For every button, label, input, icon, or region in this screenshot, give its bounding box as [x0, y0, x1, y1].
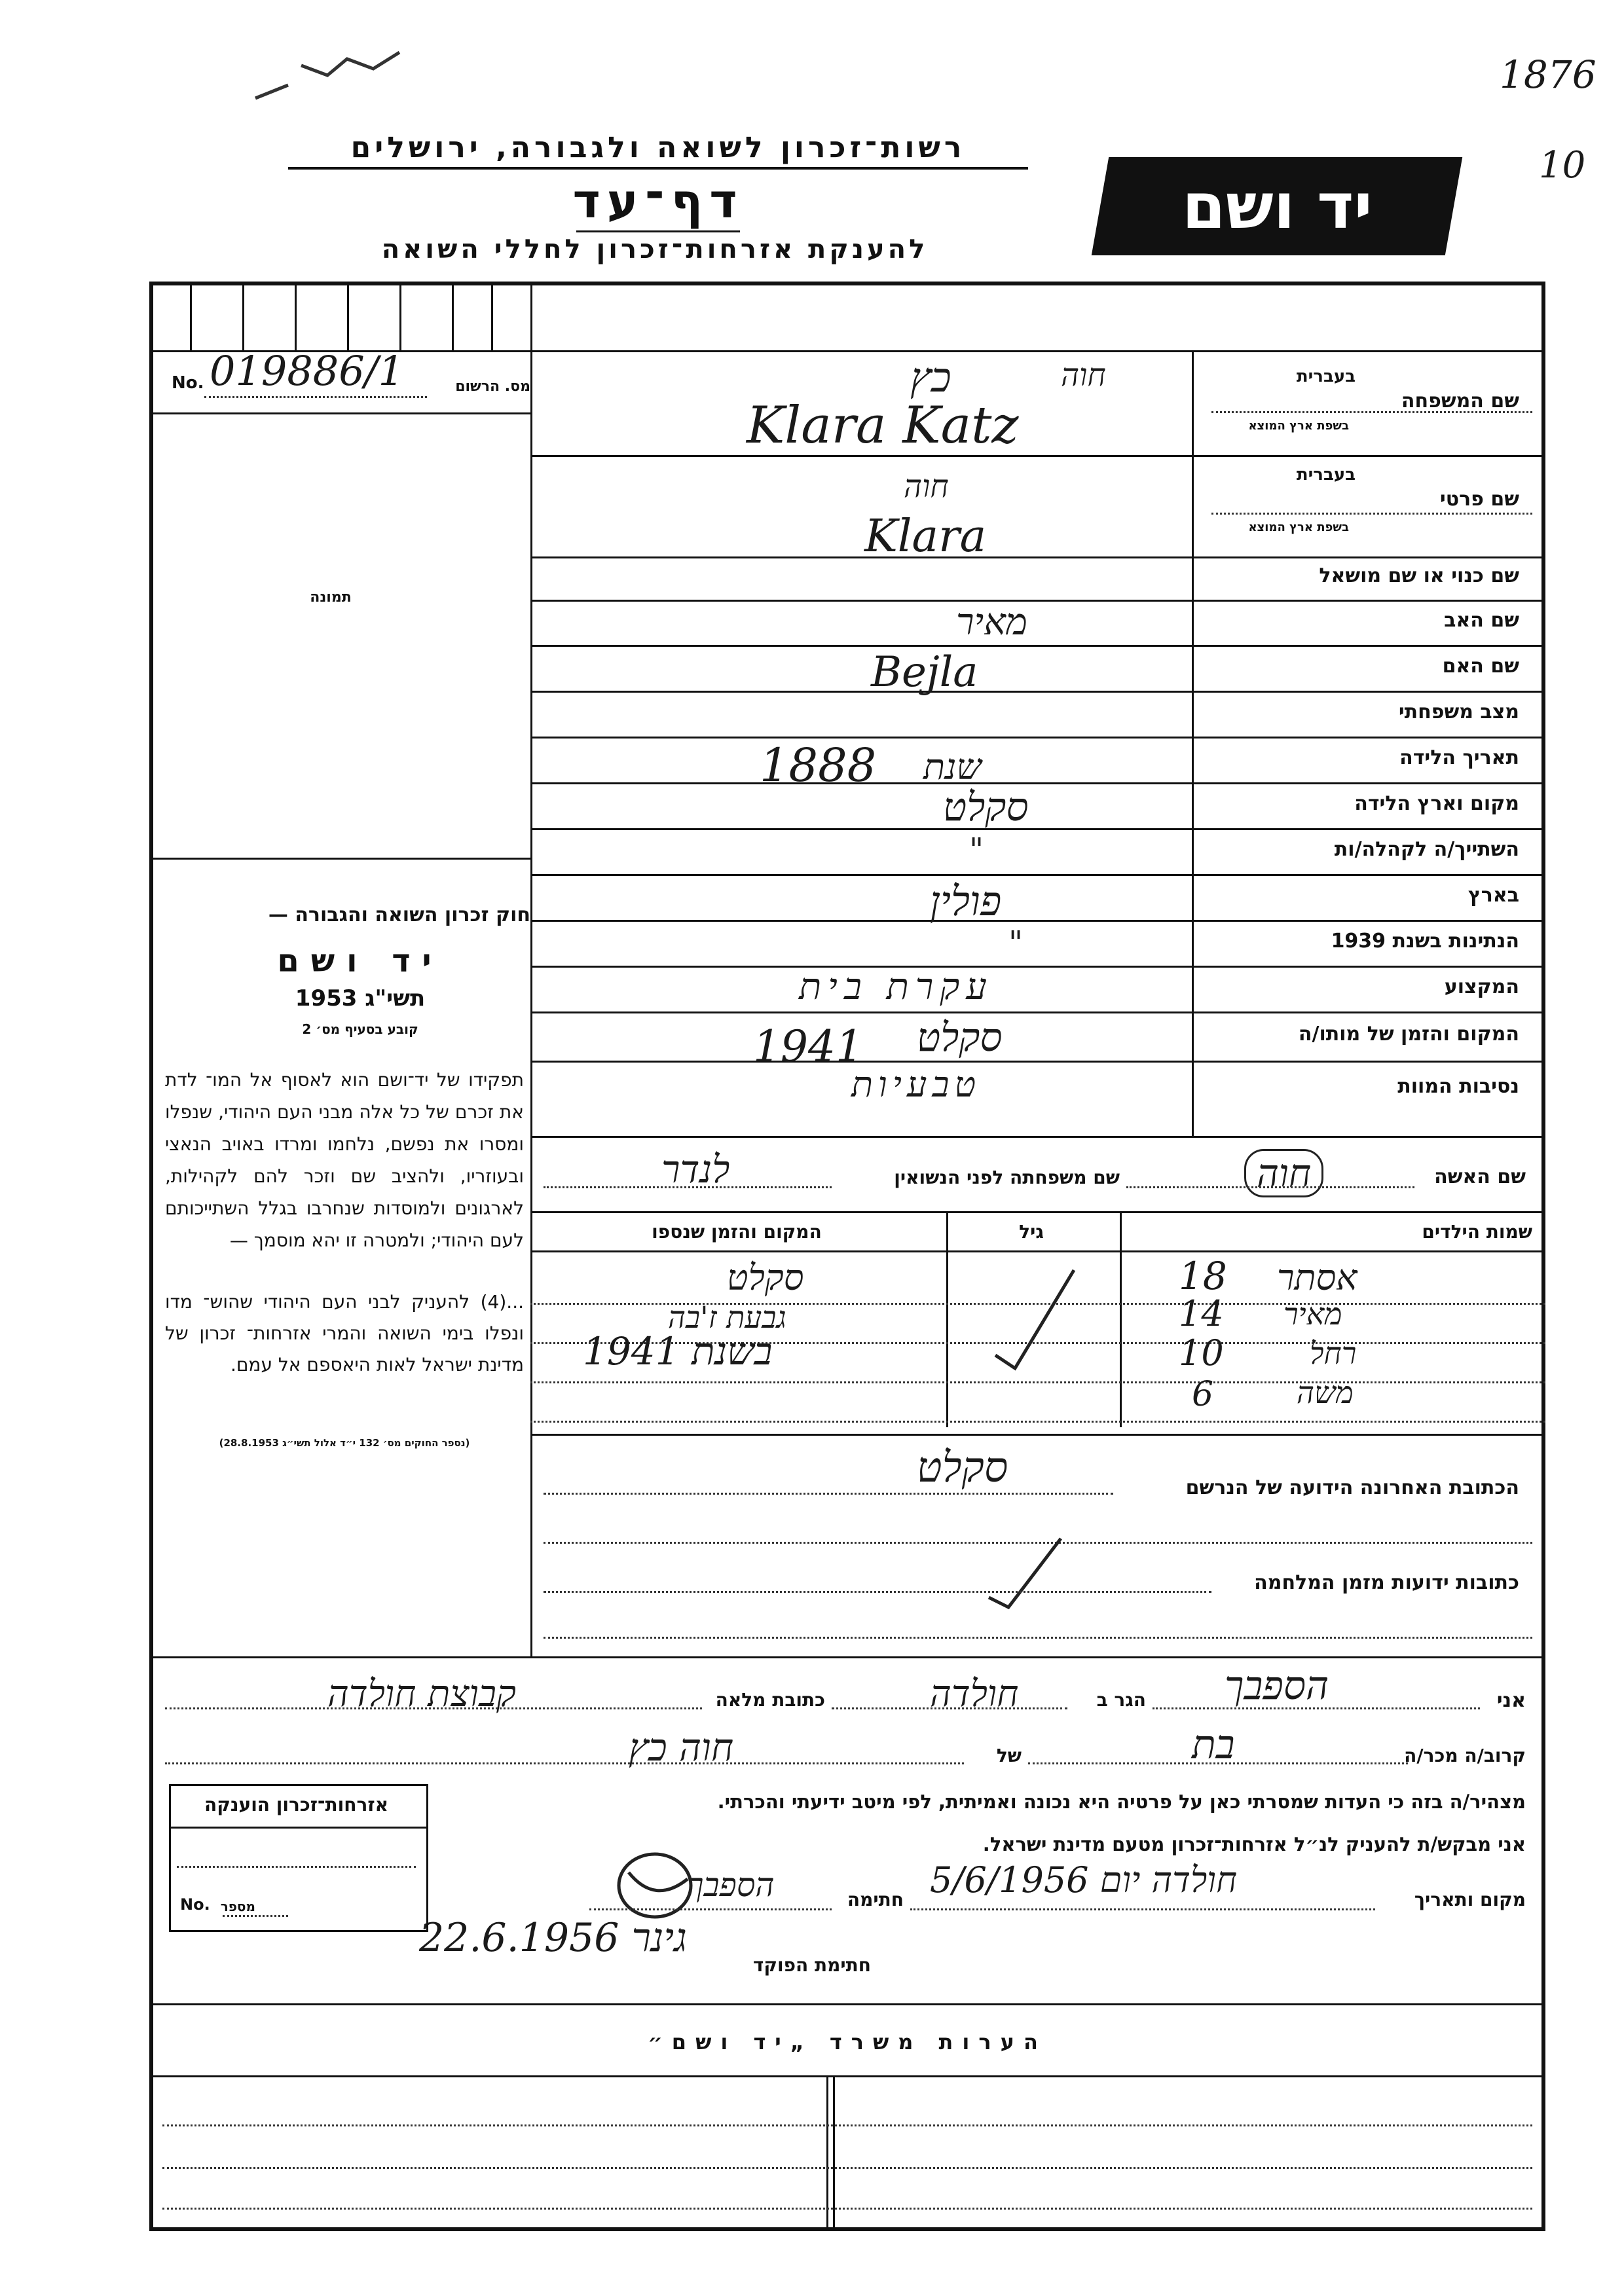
mother-name-label: שם האם [1442, 655, 1519, 678]
title-underline [576, 230, 740, 232]
mother-name-value: Bejla [871, 648, 978, 697]
family-name-prefix-value: חוה [1061, 357, 1106, 393]
children-col-div [1120, 1211, 1122, 1427]
row-line [530, 556, 1545, 558]
registry-number: 019886/1 [210, 347, 405, 395]
notes-dot-line [162, 2167, 1532, 2169]
address-line [544, 1493, 1113, 1495]
wife-name-label: שם האשה [1434, 1165, 1526, 1188]
country-value: פולין [930, 877, 1002, 925]
form-subtitle: להענקת אזרחות־זכרון לחללי השואה [381, 234, 929, 264]
top-cell-div [190, 282, 192, 350]
registry-line [204, 396, 427, 398]
last-address-value: סקלט [917, 1444, 1008, 1492]
family-name-label: שם המשפחה [1401, 390, 1519, 412]
lives-in-value: חולדה [930, 1673, 1019, 1715]
address-line [544, 1591, 1211, 1593]
child-name-2: מאיר [1283, 1296, 1342, 1332]
notes-line [149, 2075, 1545, 2077]
profession-label: המקצוע [1444, 975, 1519, 998]
top-cell-div [295, 282, 297, 350]
declaration-top-line [149, 1656, 1545, 1658]
child-place-3: בשנת 1941 [583, 1329, 773, 1374]
officer-signature-label: חתימת הפוקד [752, 1954, 871, 1976]
birth-year-value: 1888 [760, 738, 877, 792]
community-value: " [969, 831, 984, 868]
of-value: חוה כץ [629, 1725, 734, 1770]
row-line [530, 1211, 1545, 1213]
father-name-value: מאיר [956, 601, 1027, 644]
decl-line [1153, 1707, 1480, 1709]
signature-label: חתימה [847, 1889, 904, 1910]
row-line [530, 920, 1545, 922]
child-place-1: סקלט [727, 1257, 804, 1298]
marital-status-label: מצב משפחתי [1398, 701, 1519, 723]
children-row-line [530, 1381, 1545, 1383]
maiden-line [544, 1186, 832, 1188]
declarant-label: אני [1496, 1689, 1526, 1712]
decl-line [1028, 1762, 1408, 1764]
birth-place-label: מקום וארץ הלידה [1354, 792, 1519, 815]
pen-scribble-mark [249, 39, 419, 111]
row-line [530, 782, 1545, 784]
given-name-hebrew-value: חוה [904, 468, 949, 505]
top-cell-div [399, 282, 401, 350]
registry-no-label: No. [172, 373, 204, 393]
death-place-time-label: המקום והזמן של מותו/ה [1298, 1023, 1519, 1046]
country-label: בארץ [1467, 884, 1519, 907]
law-name: יד ושם [277, 943, 443, 979]
declaration-statement: מצהיר/ה בזה כי העדות שמסרתי כאן על פרטיה היא נכונה ואמיתית, לפי מיטב ידיעתי והכרתי. [717, 1791, 1526, 1813]
law-year: תשי"ג 1953 [295, 985, 426, 1011]
child-age-1: 18 [1179, 1254, 1227, 1298]
law-footnote: (נספר החוקים מס׳ 132 י״ד אלול תשי״ג 28.8.1953) [219, 1437, 470, 1449]
address-line [544, 1637, 1532, 1639]
given-name-latin-value: Klara [864, 511, 987, 562]
row-line [530, 1136, 1545, 1138]
death-place-value: סקלט [917, 1015, 1003, 1061]
notes-top-line [149, 2003, 1545, 2005]
relative-label: קרוב/ה מכר/ה [1404, 1745, 1526, 1766]
left-panel-divider [530, 282, 532, 1656]
decl-line [165, 1762, 964, 1764]
place-date-value: חולדה יום 5/6/1956 [930, 1859, 1238, 1901]
community-label: השתייך/ה לקהלה/ות [1334, 838, 1519, 861]
given-name-origin-sub: בשפת ארץ המוצא [1248, 520, 1349, 534]
death-circumstances-label: נסיבות המוות [1397, 1075, 1519, 1098]
citizenship-granted-title: אזרחות־זכרון הוענקה [204, 1794, 388, 1815]
office-notes-title: הערות משרד „יד ושם״ [648, 2030, 1047, 2054]
birth-date-label: תאריך הלידה [1399, 746, 1519, 769]
profession-value: עקרת בית [799, 966, 993, 1008]
family-name-origin-sub: בשפת ארץ המוצא [1248, 419, 1349, 433]
family-name-hebrew-value: כץ [910, 354, 951, 401]
law-paragraph-2: ...(4) להעניק לבני העם היהודי שהוש־ מדו ונפלו בימי השואה והמרי אזרחות־ זכרון של מדינת ישראל לאות היאספם אל עמם. [165, 1291, 524, 1376]
citizenship-he-no-label: מספר [220, 1899, 255, 1914]
top-cell-div [347, 282, 349, 350]
row-line [530, 600, 1545, 602]
declarant-signature: הספבך [688, 1866, 775, 1904]
child-name-3: רחל [1310, 1336, 1357, 1371]
row-line [530, 455, 1545, 457]
death-year-value: 1941 [753, 1021, 863, 1072]
law-title: חוק זכרון השואה והגבורה — [268, 903, 530, 926]
row-line [530, 828, 1545, 830]
box-dot-line [223, 1915, 288, 1917]
maiden-name-label: שם משפחתה לפני הנשואין [894, 1167, 1120, 1188]
row-line [530, 645, 1545, 647]
declarant-value: הספבך [1225, 1663, 1329, 1709]
alias-label: שם כנוי או שם מושאל [1319, 564, 1519, 587]
signature-loop [609, 1846, 707, 1925]
yad-vashem-logo [1092, 157, 1462, 255]
place-date-label: מקום ותאריך [1414, 1889, 1526, 1910]
children-col-div [946, 1211, 948, 1427]
child-age-4: 6 [1192, 1375, 1214, 1414]
law-paragraph-1: תפקידו של יד־ושם הוא לאסוף אל המו־ לדת את זכרם של כל אלה מבני העם היהודי, שנפלו ומסרו את נפשם, נלחמו ומרדו באויב הנאצי ובעוזריו, ולהציב שם וזכר להם לקהילות, לארגונים ולמוסדות שנחרבו בגלל השתייכותם לעם היהודי; ולמטרה זו יהא מוסמך — [165, 1069, 524, 1251]
row-line [530, 966, 1545, 968]
notes-dot-line [162, 2208, 1532, 2210]
father-name-label: שם האב [1444, 609, 1519, 632]
photo-bottom-line [149, 858, 530, 860]
decl-line [165, 1707, 702, 1709]
label-column-divider [1192, 350, 1194, 1136]
full-address-value: קבוצת חולדה [327, 1673, 516, 1715]
archive-note: 10 [1539, 144, 1586, 187]
family-name-latin-value: Klara Katz [747, 396, 1019, 455]
wife-line [1126, 1186, 1414, 1188]
child-age-2: 14 [1179, 1293, 1224, 1334]
row-line [530, 874, 1545, 876]
children-age-strike [969, 1257, 1100, 1381]
children-place-header: המקום והזמן שנספו [652, 1221, 822, 1243]
war-address-strike [969, 1532, 1074, 1617]
law-clause: קובע בסעיף מס׳ 2 [302, 1021, 418, 1037]
full-address-label: כתובת מלאה [715, 1689, 825, 1711]
birth-year-word: שנת [923, 746, 982, 788]
citizenship-request: אני מבקש/ת להעניק לנ״ל אזרחות־זכרון מטעם מדינת ישראל. [982, 1833, 1526, 1855]
top-cell-div [491, 282, 493, 350]
logo-text: יד ושם [1181, 170, 1373, 243]
decl-line [910, 1908, 1375, 1910]
authority-name: רשות־זכרון לשואה ולגבורה, ירושלים [288, 131, 1028, 170]
children-age-header: גיל [1019, 1221, 1044, 1243]
last-address-label: הכתובת האחרונה הידועה של הנרשם [1185, 1476, 1519, 1499]
child-place-2: גבעת ז'בה [668, 1300, 786, 1335]
children-names-header: שמות הילדים [1422, 1221, 1532, 1243]
row-line [530, 1011, 1545, 1013]
sub-line [1211, 513, 1532, 515]
nationality-label: הנתינות בשנת 1939 [1331, 930, 1519, 953]
death-circumstances-value: טבעיות [851, 1064, 982, 1105]
row-line [530, 1061, 1545, 1063]
war-address-label: כתובות ידועות מזמן המלחמה [1254, 1571, 1519, 1594]
photo-label: תמונה [310, 589, 352, 606]
top-cell-div [242, 282, 244, 350]
maiden-name-value: לנדר [661, 1147, 730, 1192]
lives-in-label: הגר ב [1096, 1689, 1146, 1711]
of-label: של [996, 1745, 1022, 1766]
form-title: דף־עד [572, 173, 744, 228]
children-header-line [530, 1250, 1545, 1252]
nationality-value: " [1008, 924, 1024, 961]
registry-bottom-line [149, 412, 530, 414]
family-name-hebrew-sub: בעברית [1296, 367, 1356, 386]
box-dot-line [177, 1866, 416, 1868]
wife-name-value: חוה [1244, 1149, 1323, 1197]
registry-label: מס. הרשום [455, 378, 530, 395]
decl-line [589, 1908, 832, 1910]
child-name-1: אסתר [1277, 1257, 1357, 1298]
child-name-4: משה [1297, 1375, 1354, 1410]
row-line [530, 691, 1545, 693]
notes-dot-line [162, 2124, 1532, 2126]
birth-place-value: סקלט [943, 784, 1029, 830]
relative-value: בת [1192, 1722, 1235, 1768]
top-cell-div [452, 282, 454, 350]
citizenship-no-label: No. [180, 1895, 210, 1914]
archive-number: 1876 [1500, 52, 1596, 97]
given-name-label: שם פרטי [1439, 488, 1519, 511]
row-line [530, 1434, 1545, 1436]
children-row-line [530, 1421, 1545, 1423]
child-age-3: 10 [1179, 1332, 1224, 1374]
box-line [169, 1827, 426, 1829]
given-name-hebrew-sub: בעברית [1296, 465, 1356, 484]
decl-line [832, 1707, 1067, 1709]
row-line [530, 737, 1545, 738]
officer-signature-value: גינר 22.6.1956 [419, 1915, 687, 1961]
